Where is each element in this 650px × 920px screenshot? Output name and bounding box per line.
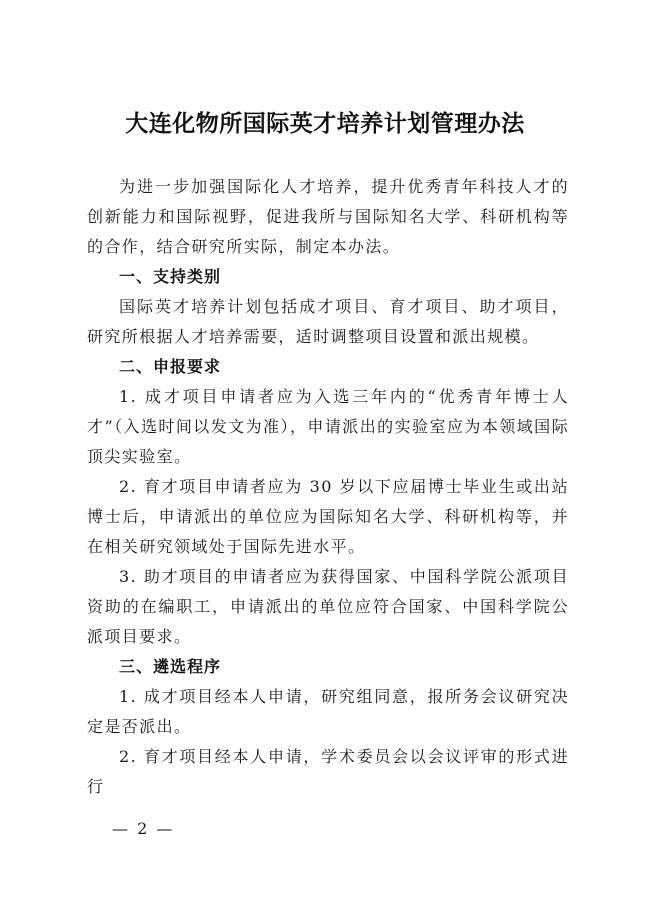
section-heading-application-requirements: 二、申报要求 — [119, 357, 222, 376]
procedure-item-2: 2. 育才项目经本人申请，学术委员会以会议评审的形式进行 — [87, 747, 569, 796]
page-number: — 2 — — [112, 819, 175, 838]
procedure-item-1: 1. 成才项目经本人申请，研究组同意，报所务会议研究决定是否派出。 — [87, 687, 569, 736]
document-title: 大连化物所国际英才培养计划管理办法 — [125, 110, 525, 137]
section-heading-support-categories: 一、支持类别 — [119, 267, 222, 286]
document-body — [87, 172, 569, 802]
requirement-item-1: 1. 成才项目申请者应为入选三年内的“优秀青年博士人才”（入选时间以发文为准），申请派出的实验室应为本领域国际顶尖实验室。 — [87, 387, 569, 466]
requirement-item-2: 2. 育才项目申请者应为 30 岁以下应届博士毕业生或出站博士后，申请派出的单位应为国际知名大学、科研机构等，并在相关研究领域处于国际先进水平。 — [87, 477, 569, 556]
requirement-item-3: 3. 助才项目的申请者应为获得国家、中国科学院公派项目资助的在编职工，申请派出的单位应符合国家、中国科学院公派项目要求。 — [87, 567, 569, 646]
section-heading-selection-procedure: 三、遴选程序 — [119, 657, 222, 676]
support-categories-paragraph: 国际英才培养计划包括成才项目、育才项目、助才项目，研究所根据人才培养需要，适时调整项目设置和派出规模。 — [87, 297, 569, 346]
intro-paragraph: 为进一步加强国际化人才培养，提升优秀青年科技人才的创新能力和国际视野，促进我所与国际知名大学、科研机构等的合作，结合研究所实际，制定本办法。 — [87, 177, 569, 256]
